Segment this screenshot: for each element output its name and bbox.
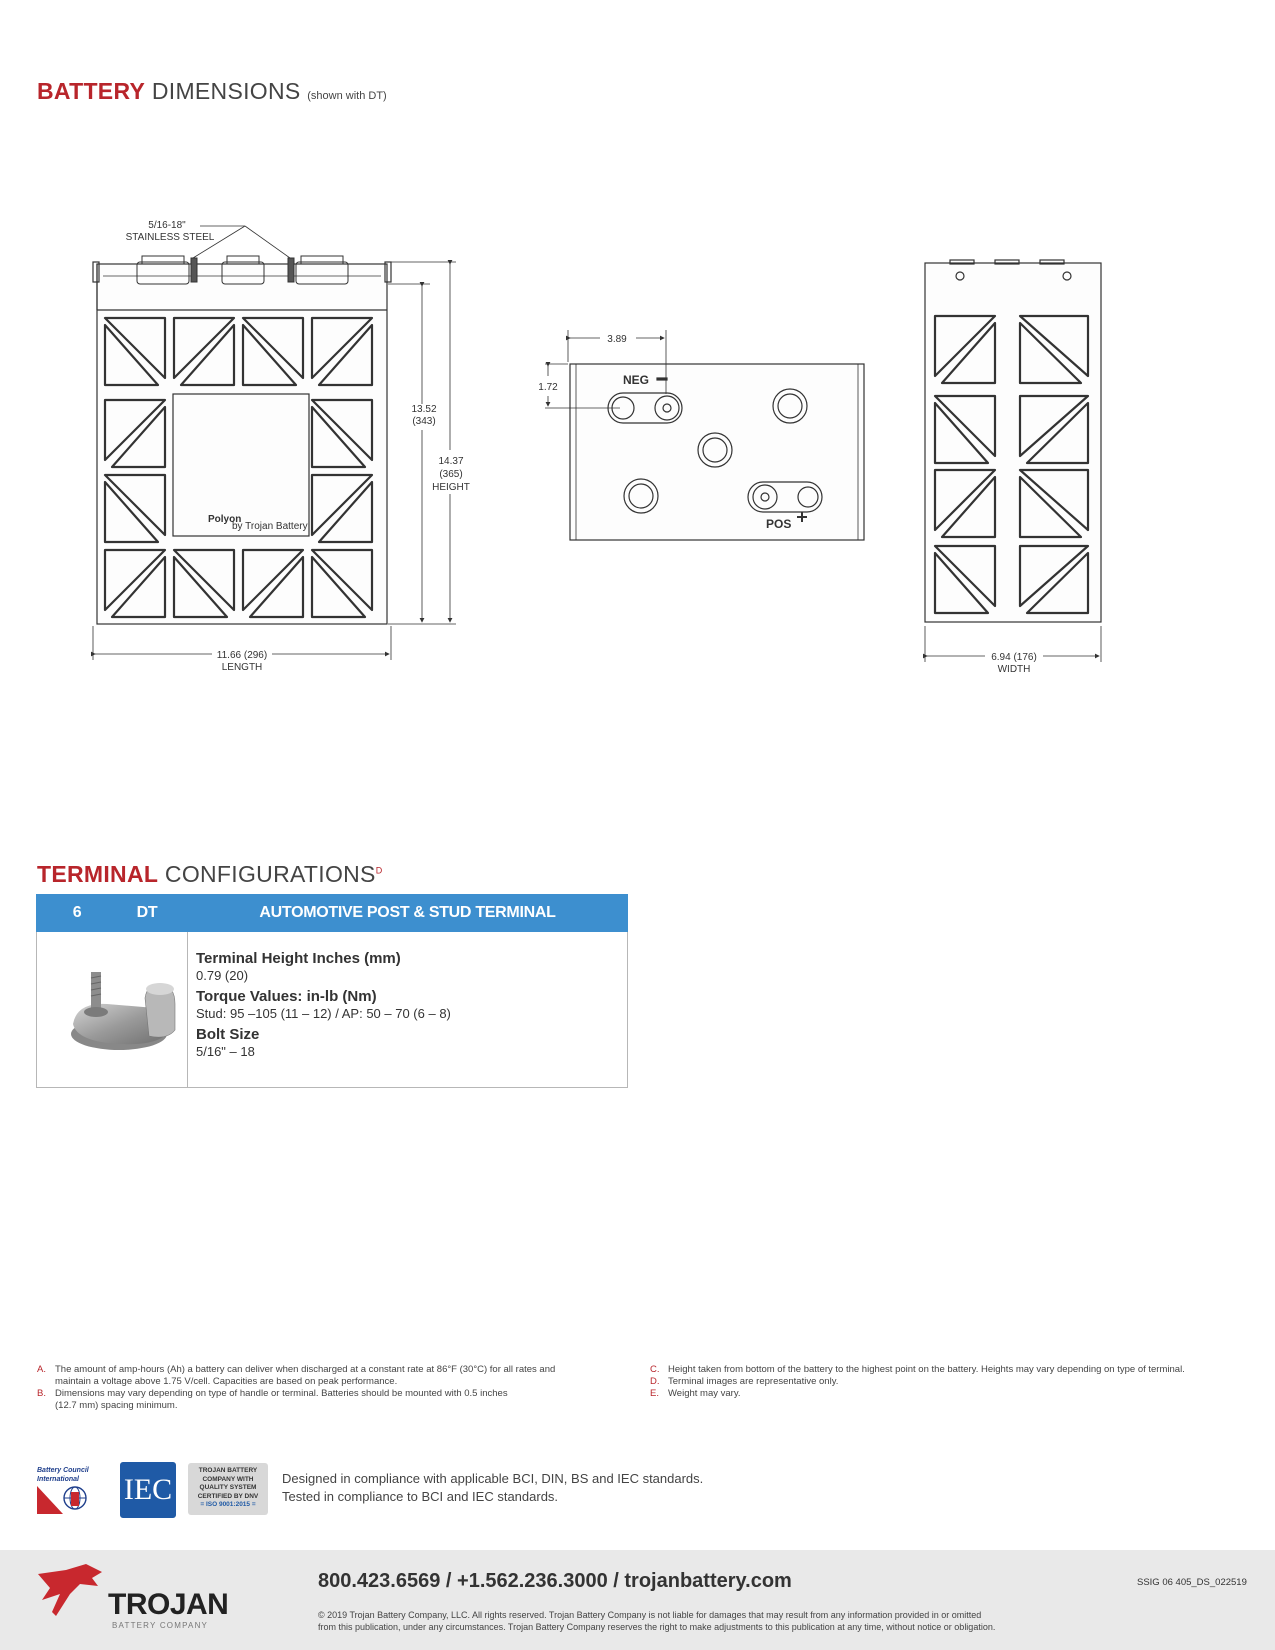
footnote-a-2: maintain a voltage above 1.75 V/cell. Capacities are based on peak performance. [55, 1376, 398, 1387]
length-word: LENGTH [221, 662, 263, 673]
stainless-label-1: 5/16-18" [148, 220, 186, 231]
pos-label: POS [766, 517, 792, 531]
polyon-logo-text: Polyon [208, 514, 242, 525]
footnote-a-1: The amount of amp-hours (Ah) a battery can deliver when discharged at a constant rate at 86°F (30°C) for all rates and [55, 1364, 556, 1375]
front-view [93, 256, 391, 624]
trojan-brand: TROJAN [108, 1588, 229, 1621]
spec-heading-torque: Torque Values: in-lb (Nm) [196, 988, 377, 1005]
polyon-logo-sub: by Trojan Battery [232, 521, 308, 532]
footnote-e: Weight may vary. [668, 1388, 741, 1399]
spec-value-height: 0.79 (20) [196, 968, 249, 983]
footnotes-left: A. The amount of amp-hours (Ah) a battery can deliver when discharged at a constant rate at 86°F (30°C) for all rates and maintain a voltage above 1.75 V/cell. Capacities are based on peak performance. B. Dimensions may vary depending on type of handle or terminal. Batteries should be mounted with 0.5 inches (12.7 mm) spacing minimum. [37, 1364, 617, 1412]
doc-code: SSIG 06 405_DS_022519 [1137, 1577, 1247, 1588]
top-dim-x: 3.89 [607, 334, 627, 345]
spec-value-torque: Stud: 95 –105 (11 – 12) / AP: 50 – 70 (6 – 8) [196, 1006, 451, 1021]
footnote-c: Height taken from bottom of the battery to the highest point on the battery. Heights may vary depending on type of terminal. [668, 1364, 1185, 1375]
contact-line: 800.423.6569 / +1.562.236.3000 / trojanbattery.com [318, 1570, 792, 1592]
neg-label: NEG [623, 373, 650, 387]
terminal-header-cell-2: AUTOMOTIVE POST & STUD TERMINAL [188, 895, 628, 932]
height-word: HEIGHT [432, 482, 470, 493]
trojan-brand-sub: BATTERY COMPANY [112, 1621, 209, 1630]
footer [0, 1550, 1275, 1650]
footnote-b-1: Dimensions may vary depending on type of handle or terminal. Batteries should be mounted with 0.5 inches [55, 1388, 508, 1399]
top-view [545, 364, 864, 540]
height-total-value: 14.37 [438, 456, 464, 467]
terminal-image [37, 932, 187, 1082]
height-inner-value: 13.52 [411, 404, 437, 415]
terminal-configurations-title: TERMINAL $CONFIGURATIONS^D$ [37, 861, 383, 887]
footnotes-right: C. Height taken from bottom of the battery to the highest point on the battery. Heights may vary depending on type of terminal. D. Terminal images are representative only. E. Weight may vary. [650, 1364, 1185, 1399]
terminal-header-cell-1: 6 DT [37, 895, 188, 932]
bci-globe-icon [37, 1486, 103, 1514]
side-view [925, 260, 1101, 622]
height-inner-mm: (343) [412, 416, 436, 427]
spec-heading-height: Terminal Height Inches (mm) [196, 950, 401, 967]
footnote-b-2: (12.7 mm) spacing minimum. [55, 1400, 178, 1411]
terminal-specs [188, 932, 627, 1070]
terminal-specs-cell [188, 932, 628, 1088]
width-value: 6.94 (176) [991, 652, 1037, 663]
top-dim-y: 1.72 [538, 382, 558, 393]
height-total-mm: (365) [439, 469, 463, 480]
spec-heading-bolt: Bolt Size [196, 1026, 260, 1043]
length-value: 11.66 (296) [216, 650, 268, 661]
width-word: WIDTH [997, 664, 1031, 675]
battery-dimensions-title: BATTERY DIMENSIONS (shown with DT) [37, 78, 387, 104]
spec-value-bolt: 5/16" – 18 [196, 1044, 255, 1059]
compliance-text: Designed in compliance with applicable BCI, DIN, BS and IEC standards. Tested in compliance to BCI and IEC standards. [282, 1471, 704, 1504]
footnote-d: Terminal images are representative only. [668, 1376, 839, 1387]
terminal-image-cell [37, 932, 188, 1088]
terminal-config-table [36, 894, 628, 1088]
legal-text: © 2019 Trojan Battery Company, LLC. All rights reserved. Trojan Battery Company is not liable for damages that may result from any information provided in or omitted from this publication, under any circumstances. Trojan Battery Company reserves the right to make adjustments to this publication at any time, without notice or obligation. [318, 1610, 996, 1632]
iec-logo: IEC [120, 1462, 176, 1518]
stainless-label-2: STAINLESS STEEL [125, 232, 215, 243]
bci-logo: Battery Council International [37, 1466, 103, 1514]
trojan-horse-logo-icon [36, 1564, 106, 1618]
battery-dimension-diagram [0, 200, 1275, 690]
dnv-iso-badge: TROJAN BATTERY COMPANY WITH QUALITY SYSTEM CERTIFIED BY DNV = ISO 9001:2015 = [188, 1463, 268, 1515]
